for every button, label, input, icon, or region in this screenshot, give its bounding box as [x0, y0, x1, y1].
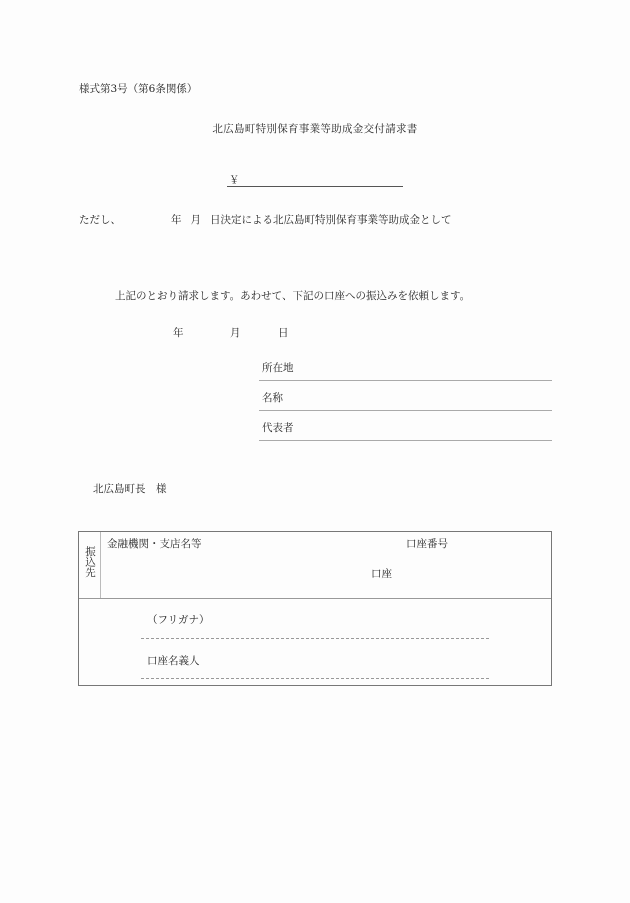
furigana-label: （フリガナ） [147, 614, 210, 626]
furigana-field-line[interactable] [141, 638, 489, 639]
representative-field[interactable] [259, 412, 552, 441]
representative-label: 代表者 [262, 422, 294, 434]
bank-transfer-table [78, 531, 552, 686]
addressee: 北広島町長 様 [93, 483, 167, 495]
transfer-destination-cell [79, 532, 101, 598]
date-year-unit: 年 [173, 327, 184, 339]
address-field[interactable] [259, 352, 552, 381]
account-holder-field-line[interactable] [141, 678, 489, 679]
proviso-suffix: 日決定による北広島町特別保育事業等助成金として [210, 214, 452, 226]
request-statement: 上記のとおり請求します。あわせて、下記の口座への振込みを依頼します。 [115, 290, 471, 302]
form-number: 様式第3号（第6条関係） [79, 83, 198, 95]
bank-branch-label: 金融機関・支店名等 [107, 538, 202, 550]
address-label: 所在地 [262, 362, 294, 374]
document-title: 北広島町特別保育事業等助成金交付請求書 [212, 123, 418, 135]
proviso-prefix: ただし、 [79, 214, 121, 226]
applicant-block [259, 352, 552, 442]
date-month-unit: 月 [230, 327, 241, 339]
transfer-destination-label: 振込先 [84, 546, 96, 578]
yen-symbol: ￥ [229, 174, 240, 186]
proviso-line [79, 212, 452, 227]
date-day-unit: 日 [278, 327, 289, 339]
account-number-label: 口座番号 [406, 538, 448, 550]
proviso-month-unit: 月 [190, 214, 201, 226]
bank-info-section [79, 532, 551, 599]
proviso-year-unit: 年 [171, 214, 182, 226]
amount-field[interactable] [227, 174, 403, 187]
name-field[interactable] [259, 382, 552, 411]
account-holder-label: 口座名義人 [147, 655, 200, 667]
name-label: 名称 [262, 392, 283, 404]
account-label: 口座 [371, 568, 392, 580]
